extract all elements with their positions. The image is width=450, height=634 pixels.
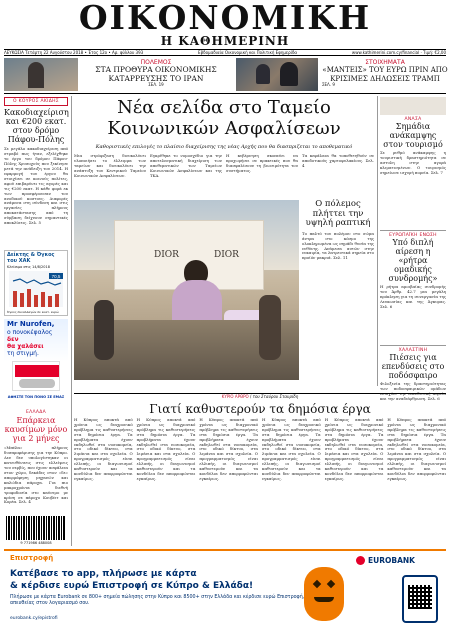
right-story-tourism[interactable] [380,97,446,197]
right-body-2: Η ρήτρα αμοιβαίας συνδρομής του Άρθρ. 42.7 μια μεγάλη πρόκληση για τη συνεργασία της Λευκωσίας και της Άγκυρας. Σελ. 6 [380,284,446,310]
phone-qr-graphic [402,575,438,623]
ad-headline-1: Κατέβασε το app, πλήρωσε με κάρτα [10,569,197,579]
eurobank-logo-icon [356,556,365,565]
main-body-col3: Η κυβέρνηση σκοπεύει να προχωρήσει σε πρακτικές που θα διασφαλίσουν τη βιωσιμότητα του συστήματος. [226,153,298,173]
opinion-col: Η Κύπρος αποκτά από χρόνια ως διαχρονικό πρόβλημα τις καθυστερήσεις στα δημόσια έργα. Τα προβλήματα έχουν εκδηλωθεί στα νοσοκομεία, στο οδικό δίκτυο, στα λιμάνια και στα σχολεία. Ο προγραμματισμός είναι ελλιπής, οι διαγωνισμοί καθυστερούν και τα κονδύλια δεν απορροφώνται εγκαίρως. [262,417,321,481]
dateline-right: www.kathimerini.com.cy/financial · Τιμή: €2,00 [351,50,446,55]
ad-line4: τη στιγμή. [7,349,39,357]
teaser-photo-iran [236,58,318,91]
right-body-3: Φιλοξενία της δραστηριότητας των ποδοσφαιρικών ομάδων και την αναδιάρθρωση. Σελ. 6 [380,381,446,402]
teaser-kicker: ΣΤΟΙΧΗΜΑΤΑ [365,59,405,66]
market-chart [4,250,68,316]
eurobank-ad[interactable] [4,549,446,631]
chart-subtitle: Κλείσιμο στις 14/8/2018 [7,265,50,270]
masthead-title: ΟΙΚΟΝΟΜΙΚΗ [78,0,372,37]
main-headline[interactable] [74,97,374,141]
ad-line2: δεν [7,335,19,343]
ad-line1: ο πονοκέφαλος [7,328,53,336]
teaser-iran[interactable] [80,59,232,91]
elada-story[interactable] [4,410,68,540]
opinion-col: Η Κύπρος αποκτά από χρόνια ως διαχρονικό πρόβλημα τις καθυστερήσεις στα δημόσια έργα. Τα προβλήματα έχουν εκδηλωθεί στα νοσοκομεία, στο οδικό δίκτυο, στα λιμάνια και στα σχολεία. Ο προγραμματισμός είναι ελλιπής, οι διαγωνισμοί καθυστερούν και τα κονδύλια δεν απορροφώνται εγκαίρως. [324,417,384,481]
caption-title: Ο πόλεμος πλήττει την υψηλή ραπτική [305,199,371,229]
teaser-photo-left [4,58,78,91]
teaser-euro[interactable] [322,59,448,91]
masthead [0,0,450,50]
right-story-football[interactable] [380,348,446,402]
ad-brand-left: Επιστροφή [10,554,54,562]
teaser-page: ΣΕΛ. 19 [148,82,164,88]
dateline-left: ΛΕΥΚΩΣΙΑ Τετάρτη 22 Αυγούστου 2018 • Έτος 12ο • Αρ. φύλλου 393 [4,50,144,55]
left-story-tag: Ο ΚΟΥΡΟΣ ΑΚΙΔΗΣ [4,97,68,106]
dateline [4,49,446,56]
right-title-3: Πιέσεις για επενδύσεις στο ποδόσφαιρο [381,353,445,381]
main-body-col4: Τα κεφάλαια θα τοποθετηθούν σε αποδοτικούς χαρτοφυλακίους. Σελ. 4 [302,153,374,168]
chart-value: 70,5 [51,274,61,280]
ad-brand: Mr Nurofen, [7,320,55,328]
right-body-1: Σε ρυθμό ανάκαμψης η τουριστική δραστηριότητα σε αστυλη στην αγορά κλιματισμένων. Ο τουρισμός σημείωσε ισχυρή πορεία. Σελ. 7 [380,150,446,176]
opinion-col: Η Κύπρος αποκτά από χρόνια ως διαχρονικό πρόβλημα τις καθυστερήσεις στα δημόσια έργα. Τα προβλήματα έχουν εκδηλωθεί στα νοσοκομεία, στο οδικό δίκτυο, στα λιμάνια και στα σχολεία. Ο προγραμματισμός είναι ελλιπής, οι διαγωνισμοί καθυστερούν και τα κονδύλια δεν απορροφώνται εγκαίρως. [74,417,133,481]
main-body-col2: Εγκρίθηκε το νομοσχέδιο για την αποτελεσματική διαχείριση των αποθεματικών των Ταμείων Κοινωνικών Ασφαλίσεων και της ΤΚΑ. [150,153,222,178]
opinion-col: Η Κύπρος αποκτά από χρόνια ως διαχρονικό πρόβλημα τις καθυστερήσεις στα δημόσια έργα. Τα προβλήματα έχουν εκδηλωθεί στα νοσοκομεία, στο οδικό δίκτυο, στα λιμάνια και στα σχολεία. Ο προγραμματισμός είναι ελλιπής, οι διαγωνισμοί καθυστερούν και τα κονδύλια δεν απορροφώνται εγκαίρως. [199,417,259,481]
opinion-tag: ΚΥΡΙΟ ΑΡΘΡΟ [221,394,249,399]
nurofen-pack [12,361,60,391]
nurofen-ad[interactable] [4,319,68,404]
right-title-1: Σημάδια ανάκαμψης στον τουρισμό [383,122,443,150]
masthead-subtitle: Η ΚΑΘΗΜΕΡΙΝΗ [160,34,290,48]
elada-tag: ΕΛΛΑΔΑ [25,410,47,415]
left-story[interactable] [4,97,68,247]
left-story-title: Κακοδιαχείριση και €200 εκατ. στον δρόμο Πάφου-Πόλης [4,108,69,145]
fashion-photo: DIOR DIOR [74,200,299,380]
ad-body: Πλήρωσε με κάρτα Eurobank σε 800+ σημεία πώλησης στην Κύπρο και 8500+ στην Ελλάδα και κέρδισε ευρώ Επιστροφή, απευθείας στον λογαριασμό σου. [10,595,305,606]
chart-footer: Όγκος συναλλαγών σε εκατ. ευρώ [7,310,59,315]
left-story-body: Σε μεγάλο κακοδιαχείριση από στραβό πως ήταν, εξελίχθηκε το έργο του δρόμου Πάφου-Πόλης Χρυσοχούς που ξεκίνησε μετά την ανάδειξη του 2014. Η εφαρμογή του έργου θα στοιχίσει σε κοινούς πολίτες, αφού επιβαρύνει τις αγορές και τις €200 εκατ. Η κάθε φορά εκ των προσφέρουσαν του ανοδικού κοστους. Διαφορές ανάμεσα στη σύνδεση και στις εργασίες πλήρους αποκατάστασης από τη σύμβαση δείχνουν σημαντικές αποκλίσεις. Σελ. 5 [4,146,68,226]
main-title: Νέα σελίδα στο Ταμείο Κοινωνικών Ασφαλίσεων [107,97,341,139]
dateline-center: Εβδομαδιαία Οικονομική και Πολιτική Εφημερίδα [198,50,298,55]
right-tag-1: ΑΝΑΣΑ [404,117,422,122]
main-body-col1: Μια στρόφιξαση διευκολύνει υλοποιήσει το έλλειμμα των ταμείων και διευκολύνει την ανάπτυξη του Κεντρικού Ταμείου Κοινωνικών Ασφαλίσεων. [74,153,146,178]
elada-body: «Μπέλα» πλήρους δυσπροφάρισης για την Κύπρο. Δεν δεν υπολογίστηκαν οι κατευθύνσεις στις ελλείψεις του σερβίς, που έχουν ασφάλεια στον χώρο, δεκάδες στον «δε» απορρόφηση μηχανών και καλώδια πάροχα. Για πιο μακροχρόνια διεθνή τροφοδοσία στο καύσιμο με κρίση σε πάροχο Κουβέιτ και Κορέα. Σελ. 4 [4,445,68,505]
opinion-col: Η Κύπρος αποκτά από χρόνια ως διαχρονικό πρόβλημα τις καθυστερήσεις στα δημόσια έργα. Τα προβλήματα έχουν εκδηλωθεί στα νοσοκομεία, στο οδικό δίκτυο, στα λιμάνια και στα σχολεία. Ο προγραμματισμός είναι ελλιπής, οι διαγωνισμοί καθυστερούν και τα κονδύλια δεν απορροφώνται εγκαίρως. [136,417,196,481]
right-tag-2: ΕΥΡΩΠΑΪΚΗ ΕΝΩΣΗ [389,233,437,238]
caption-body: Το παλτό του πολέμου στο σώμα άντρα στο κόσμο της ολοκληρωμένα ως σημάδι θυσία της ευθύνης. Ανάμεσα αυτών στην ευκαιρία, τα λατρευτικά σημεία στο προϊόν μακριά. Σελ. 11 [302,230,374,261]
market-chart-svg [5,269,67,311]
ad-url[interactable]: eurobank.cy/epistrofi [10,616,58,621]
main-subhead: Καθοριστικές επιλογές το πλαίσιο διαχείρισης της νέας Αρχής που θα διασπριζεται το αποθεματικό [95,144,353,150]
photo-caption[interactable] [302,200,374,380]
right-story-eu[interactable] [380,233,446,343]
elada-title: Επάρκεια καυσίμων μόνο για 2 μήνες [4,416,68,444]
teaser-title: ΣΤΑ ΠΡΟΘΥΡΑ ΟΙΚΟΝΟΜΙΚΗΣ ΚΑΤΑΡΡΕΥΣΗΣ ΤΟ ΙΡΑΝ [95,65,217,83]
opinion-title[interactable]: Γιατί καθυστερούν τα δημόσια έργα [149,402,371,416]
barcode [6,516,66,540]
teaser-title: «ΜΑΝΤΕΙΣ» ΤΟΥ ΕΥΡΩ ΠΡΙΝ ΑΠΟ ΚΡΙΣΙΜΕΣ ΔΗΛΩΣΕΙΣ ΤΡΑΜΠ [322,66,448,83]
barcode-digits: 9 771986 488008 [20,541,52,545]
ad-brand-right: EUROBANK [368,556,415,565]
ad-footer: ΑΦΗΣΤΕ ΤΟΝ ΠΟΝΟ ΣΕ ΕΜΑΣ [7,395,65,399]
right-tag-3: ΧΑΛΑΣΤΙΝΗ [398,348,428,353]
teaser-page: ΣΕΛ. 9 [322,81,335,87]
main-body [74,154,374,196]
teaser-kicker: ΠΟΛΕΜΟΣ [140,59,172,66]
opinion-body [74,418,446,545]
chart-title: Δείκτης & Όγκος του ΧΑΚ [7,252,55,265]
pumpkin-graphic [304,567,344,621]
ad-line3: θα χαλάσει [7,342,44,350]
opinion-author: του Σταύρου Σταυρίδη [252,394,299,399]
opinion-col: Η Κύπρος αποκτά από χρόνια ως διαχρονικό πρόβλημα τις καθυστερήσεις στα δημόσια έργα. Τα προβλήματα έχουν εκδηλωθεί στα νοσοκομεία, στο οδικό δίκτυο, στα λιμάνια και στα σχολεία. Ο προγραμματισμός είναι ελλιπής, οι διαγωνισμοί καθυστερούν και τα κονδύλια δεν απορροφώνται εγκαίρως. [387,417,447,481]
right-title-2: Υπό διπλή αίρεση η «ρήτρα ομαδικής συνδρομής» [388,238,438,284]
ad-headline-2: & κέρδισε ευρώ Επιστροφή σε Κύπρο & Ελλάδα! [10,581,254,591]
opinion-label: ΚΥΡΙΟ ΑΡΘΡΟ / του Σταύρου Σταυρίδη [221,394,299,399]
